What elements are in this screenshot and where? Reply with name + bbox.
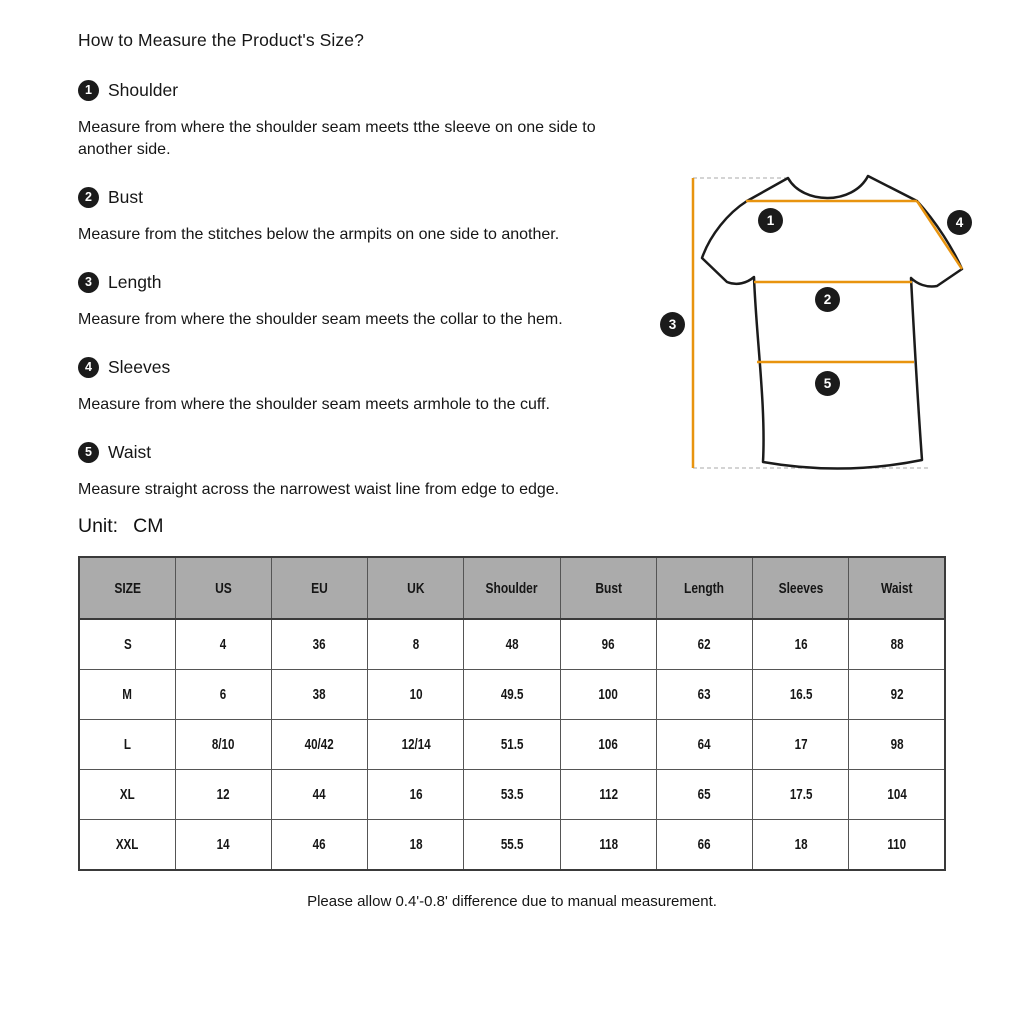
cell-l-waist-value: 98 [890,736,904,753]
cell-l-uk [368,720,464,770]
cell-xl-waist [849,770,945,820]
marker-2-bust: 2 [815,287,840,312]
cell-s-length [656,619,752,670]
cell-l-us-value: 8/10 [212,736,235,753]
section-waist-description: Measure straight across the narrowest waist line from edge to edge. [78,481,560,498]
cell-xl-sleeves-value: 17.5 [789,786,812,803]
unit-label: Unit: [78,515,119,537]
cell-l-eu [271,720,367,770]
col-header-bust-label: Bust [594,579,622,597]
cell-s-sleeves [753,619,849,670]
step-1-badge: 1 [78,80,99,101]
size-row-l [79,720,945,770]
section-shoulder [78,80,946,161]
cell-xxl-uk [368,820,464,871]
section-sleeves-title: Sleeves [108,357,171,377]
section-length-title: Length [108,272,162,292]
section-bust-title: Bust [108,187,144,207]
cell-l-length-value: 64 [697,736,711,753]
cell-xl-eu [271,770,367,820]
col-header-waist-label: Waist [880,579,913,597]
cell-xxl-waist [849,820,945,871]
marker-1-shoulder: 1 [758,208,783,233]
cell-l-size [79,720,175,770]
col-header-length [656,557,752,619]
cell-xxl-uk-value: 18 [409,836,423,853]
cell-xl-uk [368,770,464,820]
cell-s-length-value: 62 [697,636,711,653]
cell-xxl-bust-value: 118 [598,836,618,853]
cell-s-sleeves-value: 16 [794,636,808,653]
section-sleeves-description: Measure from where the shoulder seam meets armhole to the cuff. [78,396,550,413]
cell-m-shoulder [464,670,560,720]
cell-m-bust-value: 100 [598,686,618,703]
cell-l-bust-value: 106 [598,736,618,753]
col-header-us-label: US [214,579,232,597]
cell-m-eu [271,670,367,720]
cell-l-us [175,720,271,770]
col-header-length-label: Length [684,579,725,597]
tshirt-diagram-svg [640,155,1024,495]
cell-m-waist [849,670,945,720]
col-header-size-label: SIZE [114,579,141,597]
cell-s-waist [849,619,945,670]
marker-5-waist: 5 [815,371,840,396]
cell-l-uk-value: 12/14 [401,736,431,753]
cell-m-shoulder-value: 49.5 [500,686,524,703]
cell-xl-shoulder-value: 53.5 [500,786,524,803]
col-header-bust [560,557,656,619]
cell-m-waist-value: 92 [890,686,904,703]
cell-s-uk-value: 8 [412,636,419,653]
col-header-us [175,557,271,619]
section-shoulder-title: Shoulder [108,80,179,100]
cell-xxl-length-value: 66 [697,836,711,853]
cell-s-waist-value: 88 [890,636,904,653]
tshirt-measurement-diagram [640,155,1024,495]
cell-s-bust [560,619,656,670]
cell-xxl-sleeves-value: 18 [794,836,808,853]
cell-xxl-us-value: 14 [216,836,230,853]
cell-xl-shoulder [464,770,560,820]
section-bust-description: Measure from the stitches below the armpits on one side to another. [78,226,560,243]
size-chart-body [79,619,945,870]
cell-s-bust-value: 96 [601,636,615,653]
step-3-badge: 3 [78,272,99,293]
cell-s-shoulder [464,619,560,670]
cell-l-waist [849,720,945,770]
size-row-m [79,670,945,720]
cell-m-us-value: 6 [220,686,227,703]
cell-xl-us-value: 12 [216,786,230,803]
unit-value: CM [133,515,164,537]
marker-3-length: 3 [660,312,685,337]
cell-s-uk [368,619,464,670]
cell-xl-sleeves [753,770,849,820]
cell-l-bust [560,720,656,770]
cell-s-eu-value: 36 [313,636,326,653]
cell-l-sleeves [753,720,849,770]
cell-s-size [79,619,175,670]
col-header-eu-label: EU [311,579,328,597]
cell-m-size-value: M [122,686,133,703]
cell-m-bust [560,670,656,720]
cell-xl-length-value: 65 [697,786,711,803]
cell-xl-bust [560,770,656,820]
cell-l-size-value: L [123,736,131,753]
cell-xxl-eu [271,820,367,871]
cell-m-uk-value: 10 [409,686,423,703]
cell-s-us [175,619,271,670]
header-row [79,557,945,619]
cell-xxl-shoulder-value: 55.5 [500,836,524,853]
cell-l-shoulder-value: 51.5 [500,736,524,753]
cell-xl-size [79,770,175,820]
col-header-eu [271,557,367,619]
tshirt-outline [702,176,962,469]
col-header-sleeves [753,557,849,619]
section-shoulder-heading [78,80,946,101]
cell-xxl-size [79,820,175,871]
size-row-xl [79,770,945,820]
step-5-badge: 5 [78,442,99,463]
cell-xl-us [175,770,271,820]
cell-xxl-waist-value: 110 [887,836,906,853]
col-header-waist [849,557,945,619]
cell-m-eu-value: 38 [313,686,326,703]
unit-line [78,515,946,538]
cell-s-eu [271,619,367,670]
size-row-s [79,619,945,670]
cell-xxl-shoulder [464,820,560,871]
col-header-shoulder [464,557,560,619]
cell-m-size [79,670,175,720]
section-length-description: Measure from where the shoulder seam meets the collar to the hem. [78,311,563,328]
cell-m-length-value: 63 [697,686,711,703]
cell-xxl-length [656,820,752,871]
cell-xl-length [656,770,752,820]
cell-xl-eu-value: 44 [313,786,326,803]
cell-s-shoulder-value: 48 [505,636,519,653]
size-row-xxl [79,820,945,871]
step-2-badge: 2 [78,187,99,208]
cell-l-length [656,720,752,770]
cell-m-sleeves-value: 16.5 [789,686,812,703]
section-waist-title: Waist [108,442,152,462]
cell-xl-waist-value: 104 [886,786,907,803]
section-shoulder-description: Measure from where the shoulder seam meets tthe sleeve on one side to another side. [78,119,596,158]
cell-s-size-value: S [123,636,132,653]
cell-xxl-bust [560,820,656,871]
page-title: How to Measure the Product's Size? [78,30,364,50]
cell-m-length [656,670,752,720]
cell-l-eu-value: 40/42 [305,736,335,753]
col-header-uk [368,557,464,619]
col-header-uk-label: UK [407,579,425,597]
col-header-shoulder-label: Shoulder [485,579,538,597]
cell-xxl-size-value: XXL [116,836,139,853]
cell-xl-uk-value: 16 [409,786,423,803]
cell-xxl-sleeves [753,820,849,871]
cell-xl-bust-value: 112 [598,786,618,803]
cell-l-shoulder [464,720,560,770]
col-header-sleeves-label: Sleeves [778,579,823,597]
cell-xxl-us [175,820,271,871]
cell-s-us-value: 4 [220,636,227,653]
col-header-size [79,557,175,619]
cell-l-sleeves-value: 17 [794,736,808,753]
size-chart-table [78,556,946,871]
size-chart-header [79,557,945,619]
cell-m-uk [368,670,464,720]
cell-m-us [175,670,271,720]
step-4-badge: 4 [78,357,99,378]
cell-xxl-eu-value: 46 [313,836,326,853]
marker-4-sleeves: 4 [947,210,972,235]
cell-m-sleeves [753,670,849,720]
measurement-disclaimer: Please allow 0.4'-0.8' difference due to manual measurement. [307,893,717,910]
cell-xl-size-value: XL [119,786,135,803]
